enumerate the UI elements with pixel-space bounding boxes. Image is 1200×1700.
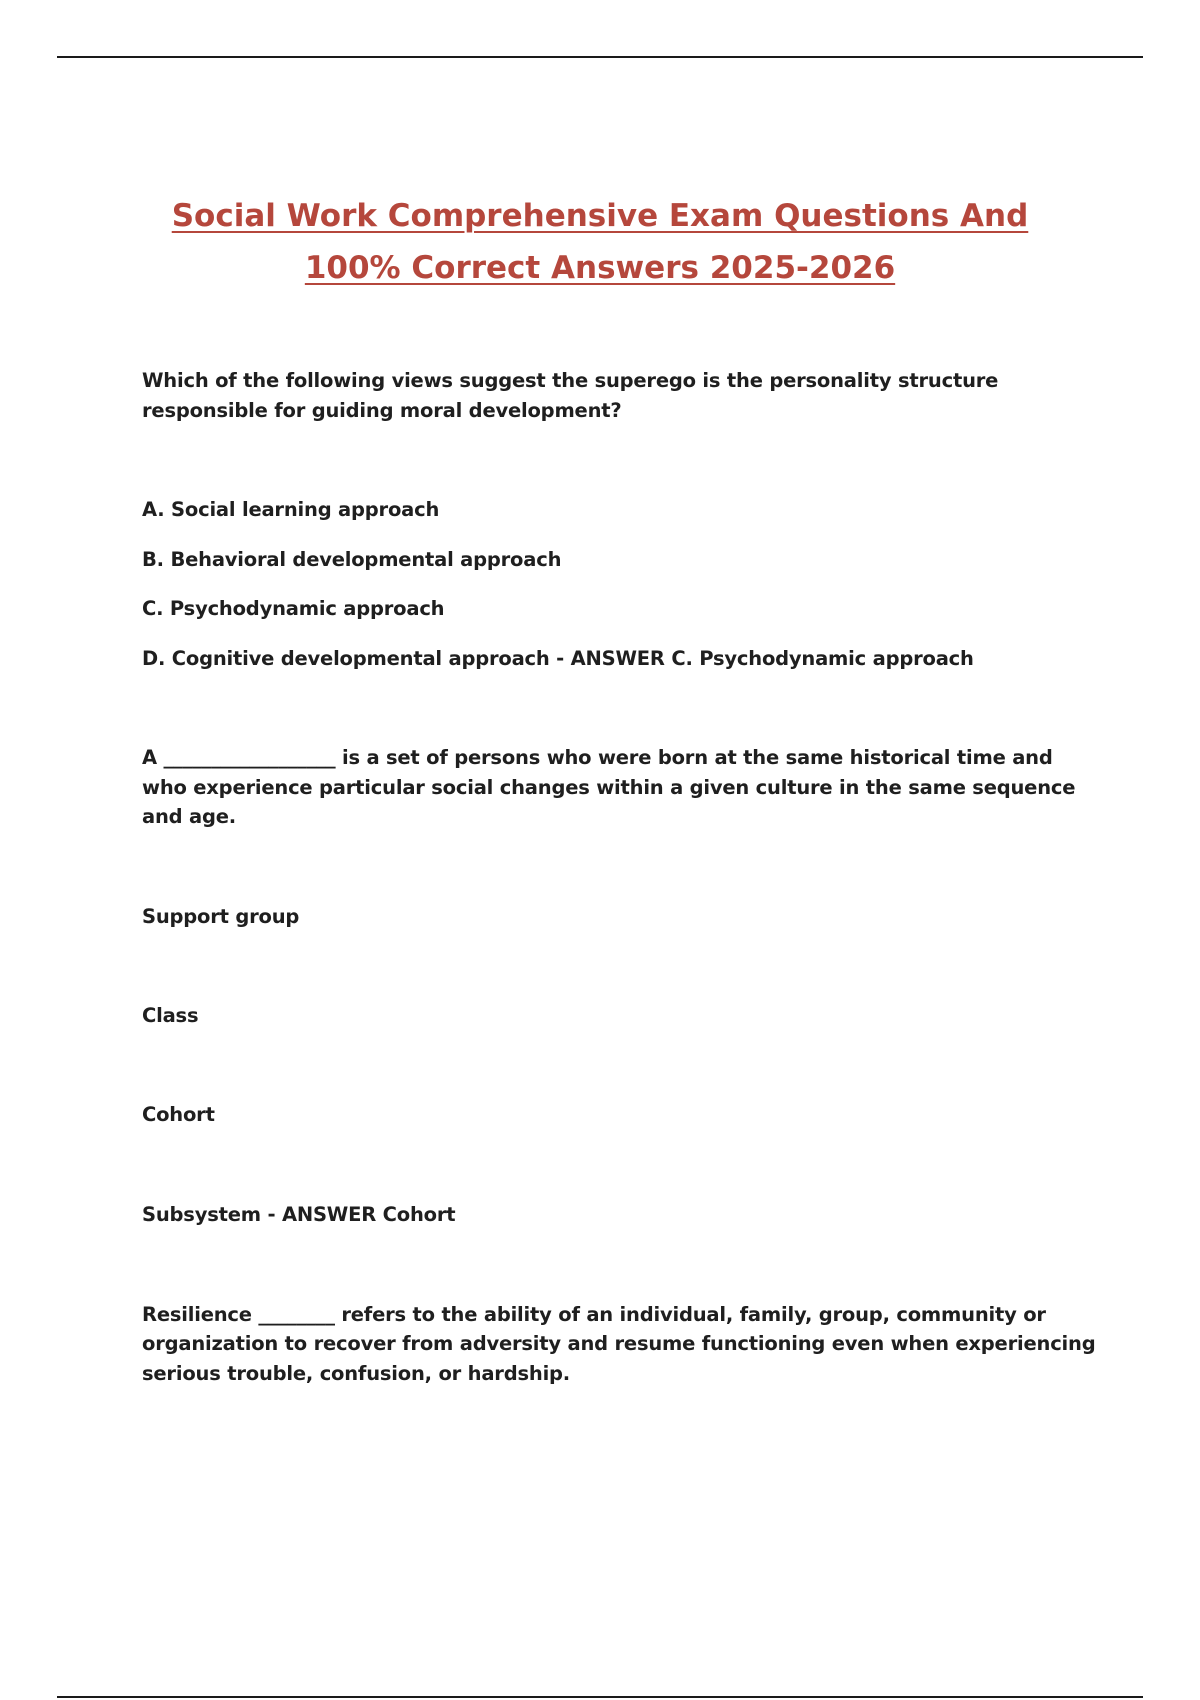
question-3-stem-line-3: serious trouble, confusion, or hardship. (142, 1362, 571, 1385)
question-2-option-3: Cohort (142, 1103, 215, 1126)
bottom-rule (57, 1696, 1143, 1698)
question-1-option-a: A. Social learning approach (142, 498, 440, 521)
question-3-stem-line-2: organization to recover from adversity and resume functioning even when experiencing (142, 1332, 1096, 1355)
question-2-stem-line-2: who experience particular social changes within a given culture in the same sequence (142, 776, 1076, 799)
question-2-stem-line-1: A __________________ is a set of persons who were born at the same historical time and (142, 746, 1053, 769)
question-3-stem-line-1: Resilience ________ refers to the ability of an individual, family, group, community or (142, 1303, 1046, 1326)
question-1-stem-line-2: responsible for guiding moral development? (142, 399, 622, 422)
question-2-option-4-answer: Subsystem - ANSWER Cohort (142, 1203, 456, 1226)
question-1-stem-line-1: Which of the following views suggest the superego is the personality structure (142, 369, 999, 392)
question-1-option-b: B. Behavioral developmental approach (142, 548, 562, 571)
question-2-option-1: Support group (142, 905, 300, 928)
title-line-1: Social Work Comprehensive Exam Questions And (171, 198, 1029, 234)
question-2-option-2: Class (142, 1004, 199, 1027)
document-title (0, 190, 1200, 294)
question-1-option-d-answer: D. Cognitive developmental approach - ANSWER C. Psychodynamic approach (142, 647, 974, 670)
question-2-stem-line-3: and age. (142, 805, 236, 828)
title-line-2: 100% Correct Answers 2025-2026 (304, 250, 896, 286)
top-rule (57, 56, 1143, 58)
question-1-option-c: C. Psychodynamic approach (142, 597, 445, 620)
